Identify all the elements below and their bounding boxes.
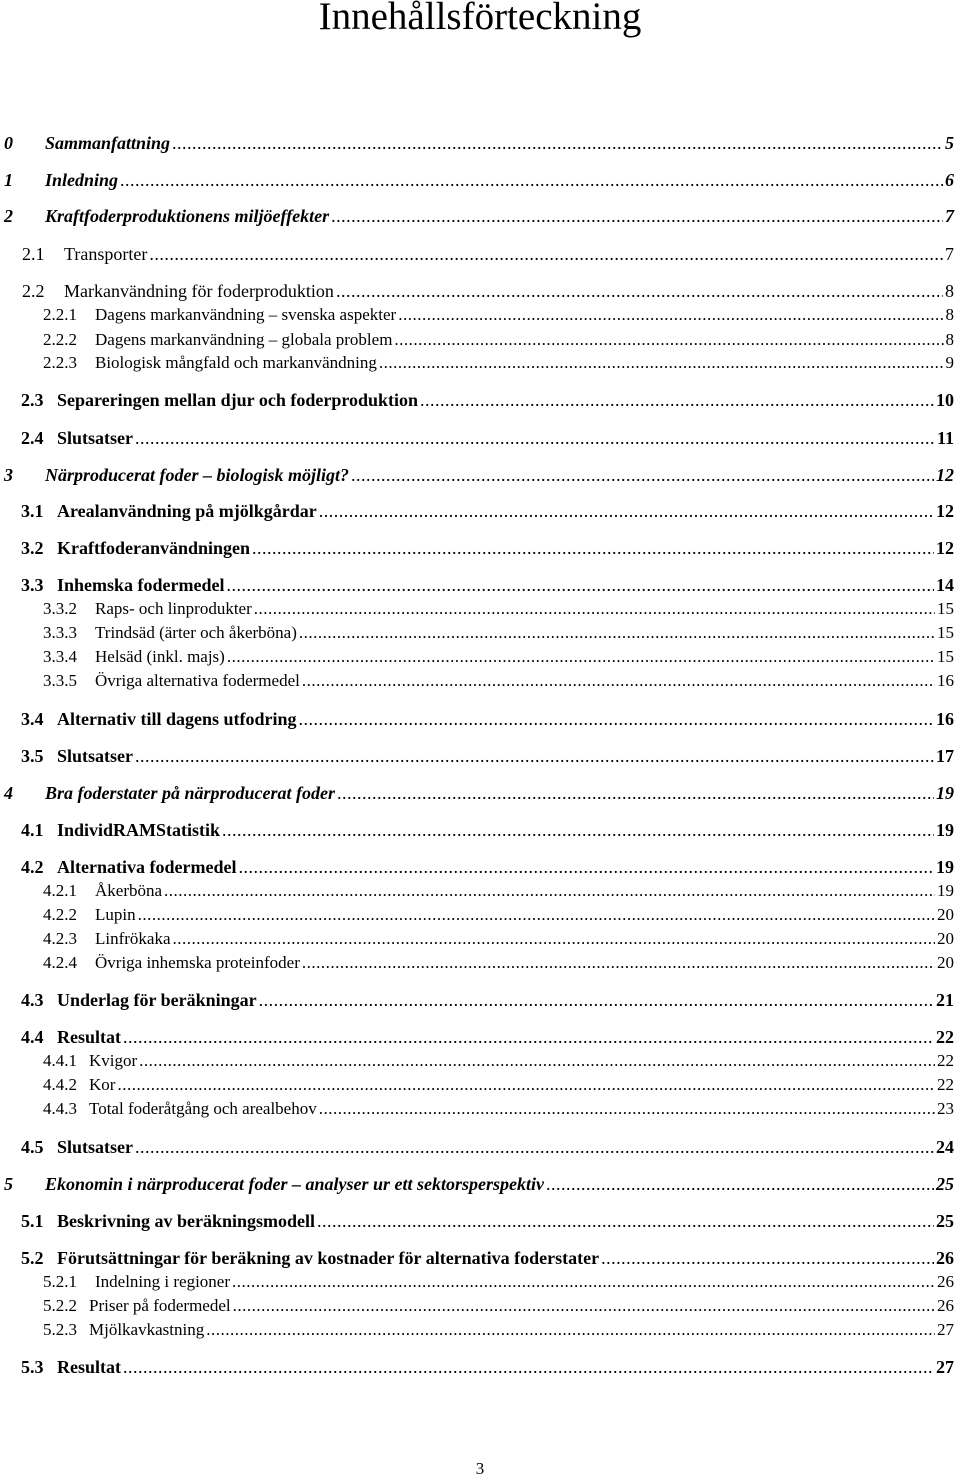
toc-entry[interactable]	[4, 464, 954, 486]
toc-entry-label: Slutsatser	[57, 1137, 133, 1157]
toc-entry-label: Dagens markanvändning – svenska aspekter	[95, 305, 397, 324]
toc-entry-number: 5.2.1	[43, 1272, 77, 1291]
toc-entry-page: 12	[936, 501, 954, 521]
toc-entry[interactable]	[21, 708, 954, 730]
toc-entry-page: 6	[945, 170, 954, 190]
dot-leader	[172, 132, 943, 154]
toc-entry-page: 26	[937, 1272, 954, 1291]
toc-entry-label: Ekonomin i närproducerat foder – analyser ur ett sektorsperspektiv	[45, 1174, 545, 1194]
toc-entry-number: 3	[4, 465, 13, 485]
toc-entry[interactable]	[4, 205, 954, 227]
toc-entry-page: 20	[937, 929, 954, 948]
toc-entry[interactable]	[21, 1210, 954, 1232]
toc-entry-label: Inhemska fodermedel	[57, 575, 225, 595]
toc-entry-number: 4.4	[21, 1027, 44, 1047]
toc-entry-page: 15	[937, 599, 954, 618]
dot-leader	[206, 1319, 935, 1341]
toc-entry-number: 3.3.4	[43, 647, 77, 666]
toc-entry-label: Sammanfattning	[45, 133, 171, 153]
toc-entry-page: 5	[945, 133, 954, 153]
toc-entry[interactable]	[43, 1271, 954, 1293]
toc-entry-number: 3.3.5	[43, 671, 77, 690]
dot-leader	[227, 646, 935, 668]
toc-entry-number: 5	[4, 1174, 13, 1194]
toc-entry[interactable]	[43, 1074, 954, 1096]
toc-entry-label: Övriga alternativa fodermedel	[95, 671, 300, 690]
toc-entry[interactable]	[21, 856, 954, 878]
toc-entry-number: 2.2	[22, 281, 45, 301]
toc-entry-label: Indelning i regioner	[95, 1272, 231, 1291]
toc-entry-page: 25	[936, 1174, 954, 1194]
dot-leader	[351, 464, 934, 486]
toc-entry[interactable]	[43, 1098, 954, 1120]
toc-entry-page: 20	[937, 905, 954, 924]
toc-entry[interactable]	[22, 243, 954, 265]
dot-leader	[135, 427, 935, 449]
dot-leader	[232, 1271, 935, 1293]
toc-entry-page: 22	[937, 1075, 954, 1094]
toc-entry-page: 27	[936, 1357, 954, 1377]
toc-entry-number: 4.4.2	[43, 1075, 77, 1094]
toc-entry[interactable]	[43, 880, 954, 902]
toc-title: Innehållsförteckning	[318, 0, 642, 38]
toc-entry-label: Linfrökaka	[95, 929, 171, 948]
toc-entry-number: 2.2.2	[43, 330, 77, 349]
toc-entry-page: 8	[945, 305, 954, 324]
dot-leader	[319, 500, 934, 522]
dot-leader	[546, 1173, 934, 1195]
toc-entry-number: 3.1	[21, 501, 44, 521]
toc-entry[interactable]	[43, 670, 954, 692]
toc-entry-label: Alternativa fodermedel	[57, 857, 237, 877]
toc-entry-number: 2	[4, 206, 13, 226]
toc-entry[interactable]	[43, 1050, 954, 1072]
toc-entry[interactable]	[43, 928, 954, 950]
toc-entry-page: 8	[945, 330, 954, 349]
dot-leader	[420, 389, 934, 411]
toc-entry-label: Helsäd (inkl. majs)	[95, 647, 225, 666]
toc-entry-label: Priser på fodermedel	[89, 1296, 231, 1315]
toc-entry-page: 11	[936, 428, 954, 448]
toc-entry-page: 19	[936, 857, 954, 877]
toc-entry-label: Resultat	[57, 1357, 121, 1377]
toc-entry-page: 14	[936, 575, 954, 595]
toc-entry-page: 27	[937, 1320, 954, 1339]
toc-entry-page: 15	[937, 623, 954, 642]
dot-leader	[317, 1210, 934, 1232]
toc-entry-number: 4.2.3	[43, 929, 77, 948]
toc-entry-number: 4.5	[21, 1137, 44, 1157]
toc-entry-page: 19	[936, 820, 954, 840]
toc-entry-label: Slutsatser	[57, 428, 133, 448]
toc-entry-number: 4.3	[21, 990, 44, 1010]
dot-leader	[337, 782, 934, 804]
dot-leader	[139, 1050, 935, 1072]
toc-entry[interactable]	[21, 574, 954, 596]
toc-entry-page: 19	[937, 881, 954, 900]
toc-entry-label: Mjölkavkastning	[89, 1320, 205, 1339]
toc-entry[interactable]	[21, 1136, 954, 1158]
toc-entry-page: 19	[936, 783, 954, 803]
dot-leader	[302, 952, 935, 974]
toc-entry[interactable]	[4, 1173, 954, 1195]
toc-entry[interactable]	[21, 1026, 954, 1048]
toc-entry-number: 3.4	[21, 709, 44, 729]
toc-entry-label: Markanvändning för foderproduktion	[64, 281, 334, 301]
toc-entry-number: 3.3.2	[43, 599, 77, 618]
toc-entry[interactable]	[21, 1356, 954, 1378]
dot-leader	[319, 1098, 935, 1120]
toc-entry-page: 22	[937, 1051, 954, 1070]
toc-entry[interactable]	[21, 745, 954, 767]
toc-entry-number: 4.2	[21, 857, 44, 877]
page-number: 3	[475, 1459, 485, 1478]
toc-entry-number: 5.2.2	[43, 1296, 77, 1315]
toc-entry[interactable]	[4, 132, 954, 154]
toc-entry-label: Beskrivning av beräkningsmodell	[57, 1211, 316, 1231]
dot-leader	[117, 1074, 935, 1096]
dot-leader	[254, 598, 935, 620]
toc-entry-page: 22	[936, 1027, 954, 1047]
dot-leader	[336, 280, 943, 302]
dot-leader	[135, 745, 934, 767]
dot-leader	[123, 1026, 934, 1048]
toc-entry-label: Kvigor	[89, 1051, 138, 1070]
toc-entry-page: 20	[937, 953, 954, 972]
dot-leader	[259, 989, 934, 1011]
toc-entry[interactable]	[43, 1295, 954, 1317]
dot-leader	[173, 928, 935, 950]
dot-leader	[149, 243, 943, 265]
toc-entry-page: 26	[936, 1248, 954, 1268]
toc-entry-page: 16	[936, 709, 954, 729]
toc-entry[interactable]	[21, 500, 954, 522]
toc-entry[interactable]	[43, 1319, 954, 1341]
toc-entry-number: 3.5	[21, 746, 44, 766]
toc-entry[interactable]	[43, 622, 954, 644]
dot-leader	[601, 1247, 934, 1269]
dot-leader	[227, 574, 935, 596]
toc-entry-page: 12	[936, 465, 954, 485]
toc-entry-number: 5.2	[21, 1248, 44, 1268]
toc-entry[interactable]	[4, 782, 954, 804]
toc-entry[interactable]	[4, 169, 954, 191]
toc-entry-number: 2.2.1	[43, 305, 77, 324]
toc-entry-page: 25	[936, 1211, 954, 1231]
toc-entry-number: 2.2.3	[43, 353, 77, 372]
toc-entry[interactable]	[43, 304, 954, 326]
dot-leader	[398, 304, 943, 326]
toc-entry-page: 8	[945, 281, 954, 301]
toc-entry-label: Underlag för beräkningar	[57, 990, 257, 1010]
dot-leader	[233, 1295, 935, 1317]
toc-entry-number: 1	[4, 170, 13, 190]
dot-leader	[299, 708, 934, 730]
toc-entry-number: 5.1	[21, 1211, 44, 1231]
toc-entry[interactable]	[21, 389, 954, 411]
dot-leader	[222, 819, 934, 841]
toc-entry-label: Separeringen mellan djur och foderproduktion	[57, 390, 419, 410]
toc-entry[interactable]	[43, 329, 954, 351]
dot-leader	[238, 856, 934, 878]
toc-entry-label: Resultat	[57, 1027, 121, 1047]
toc-entry-page: 23	[937, 1099, 954, 1118]
toc-entry-label: Åkerböna	[95, 881, 163, 900]
toc-entry-label: Total foderåtgång och arealbehov	[89, 1099, 317, 1118]
toc-entry-number: 2.4	[21, 428, 44, 448]
toc-entry-number: 4	[4, 783, 13, 803]
toc-entry-label: Närproducerat foder – biologisk möjligt?	[45, 465, 350, 485]
dot-leader	[120, 169, 943, 191]
toc-entry-number: 4.1	[21, 820, 44, 840]
toc-entry[interactable]	[21, 819, 954, 841]
toc-entry-page: 17	[936, 746, 954, 766]
toc-entry-number: 4.4.3	[43, 1099, 77, 1118]
toc-entry-page: 10	[936, 390, 954, 410]
toc-entry-number: 0	[4, 133, 13, 153]
toc-entry-label: Dagens markanvändning – globala problem	[95, 330, 393, 349]
toc-entry[interactable]	[43, 904, 954, 926]
toc-entry-number: 3.3.3	[43, 623, 77, 642]
dot-leader	[394, 329, 943, 351]
toc-entry-number: 5.3	[21, 1357, 44, 1377]
toc-entry-page: 7	[945, 206, 954, 226]
toc-entry-page: 24	[936, 1137, 954, 1157]
toc-entry-label: Biologisk mångfald och markanvändning	[95, 353, 377, 372]
toc-entry-number: 4.2.2	[43, 905, 77, 924]
toc-entry-label: Slutsatser	[57, 746, 133, 766]
toc-entry-label: Kor	[89, 1075, 116, 1094]
dot-leader	[138, 904, 935, 926]
toc-entry-label: Förutsättningar för beräkning av kostnader för alternativa foderstater	[57, 1248, 600, 1268]
toc-entry-label: Transporter	[64, 244, 148, 264]
toc-entry-number: 4.4.1	[43, 1051, 77, 1070]
dot-leader	[123, 1356, 934, 1378]
toc-entry-number: 2.3	[21, 390, 44, 410]
dot-leader	[331, 205, 943, 227]
toc-entry-number: 2.1	[22, 244, 45, 264]
toc-entry-label: Övriga inhemska proteinfoder	[95, 953, 300, 972]
dot-leader	[135, 1136, 934, 1158]
dot-leader	[299, 622, 935, 644]
toc-entry-page: 7	[945, 244, 954, 264]
dot-leader	[379, 352, 944, 374]
toc-entry-page: 12	[936, 538, 954, 558]
toc-entry[interactable]	[21, 537, 954, 559]
toc-entry[interactable]	[21, 1247, 954, 1269]
toc-entry-number: 4.2.1	[43, 881, 77, 900]
toc-entry[interactable]	[43, 646, 954, 668]
dot-leader	[302, 670, 935, 692]
dot-leader	[164, 880, 935, 902]
toc-entry-label: Inledning	[45, 170, 119, 190]
toc-entry-page: 21	[936, 990, 954, 1010]
toc-entry[interactable]	[21, 989, 954, 1011]
toc-entry-label: Trindsäd (ärter och åkerböna)	[95, 623, 297, 642]
toc-entry-number: 5.2.3	[43, 1320, 77, 1339]
dot-leader	[252, 537, 934, 559]
toc-entry-page: 9	[945, 353, 954, 372]
toc-entry-label: Alternativ till dagens utfodring	[57, 709, 297, 729]
toc-entry[interactable]	[43, 952, 954, 974]
toc-entry-label: Raps- och linprodukter	[95, 599, 252, 618]
toc-entry[interactable]	[43, 352, 954, 374]
toc-entry-label: Kraftfoderproduktionens miljöeffekter	[45, 206, 330, 226]
toc-entry-page: 15	[937, 647, 954, 666]
toc-entry[interactable]	[22, 280, 954, 302]
toc-entry-number: 3.3	[21, 575, 44, 595]
toc-entry-label: Arealanvändning på mjölkgårdar	[57, 501, 317, 521]
toc-entry-page: 26	[937, 1296, 954, 1315]
toc-entry-label: Kraftfoderanvändningen	[57, 538, 251, 558]
toc-entry-label: Lupin	[95, 905, 136, 924]
toc-entry-page: 16	[937, 671, 954, 690]
toc-entry-number: 4.2.4	[43, 953, 77, 972]
toc-entry[interactable]	[21, 427, 954, 449]
toc-entry-label: Bra foderstater på närproducerat foder	[45, 783, 336, 803]
toc-entry[interactable]	[43, 598, 954, 620]
toc-entry-label: IndividRAMStatistik	[57, 820, 221, 840]
toc-entry-number: 3.2	[21, 538, 44, 558]
